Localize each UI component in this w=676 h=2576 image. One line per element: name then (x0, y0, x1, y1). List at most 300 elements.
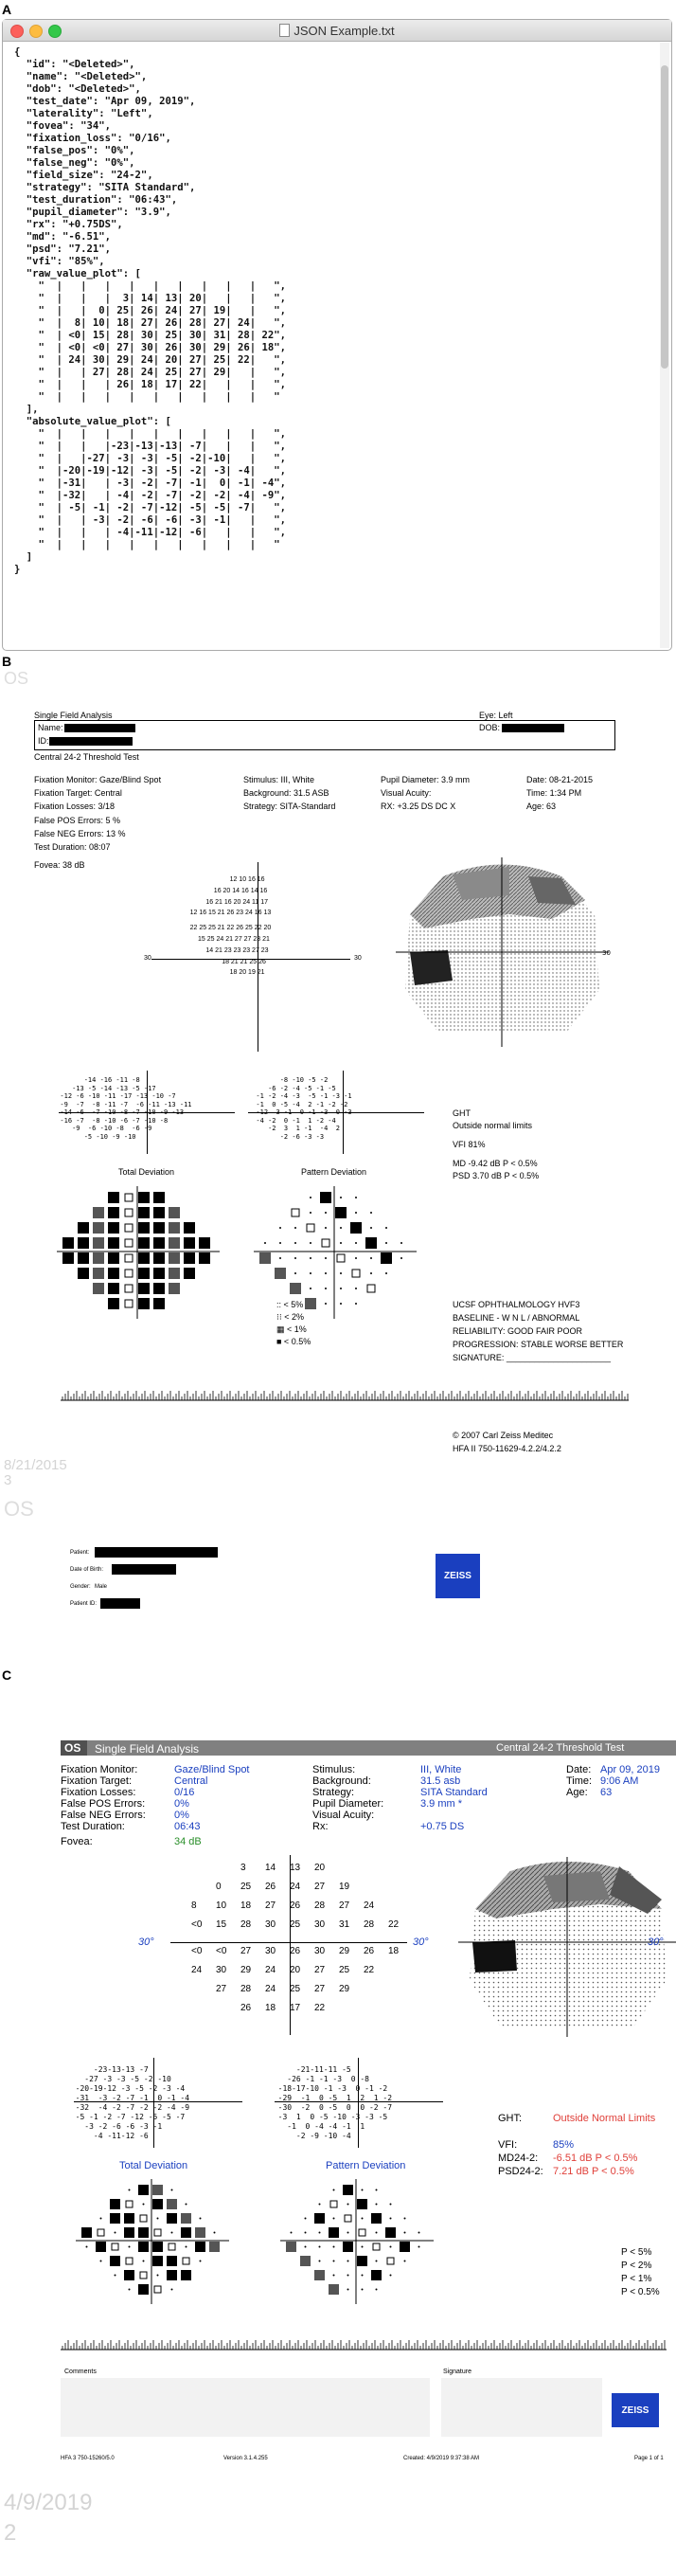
threshold-value: <0 (191, 1946, 203, 1956)
json-line: " | 8| 10| 18| 27| 26| 28| 27| 24| ", (14, 317, 287, 329)
prob-symbol-normal (390, 2275, 392, 2277)
c-header-os: OS (64, 1741, 81, 1755)
b-fixation-target: Fixation Target: Central (34, 788, 122, 798)
progression-line: SIGNATURE: ______________________ (453, 1353, 611, 1362)
prob-symbol-p05 (138, 1237, 150, 1249)
c-header-test: Central 24-2 Threshold Test (496, 1742, 625, 1754)
prob-symbol-normal (347, 2232, 349, 2234)
threshold-value: 25 (339, 1965, 350, 1975)
c-info-label: Pupil Diameter: (312, 1798, 384, 1810)
c-info-value: 34 dB (174, 1836, 202, 1847)
prob-symbol-normal (294, 1242, 296, 1244)
prob-symbol-p05 (153, 1298, 165, 1309)
c-info-label: Background: (312, 1775, 371, 1787)
deviation-row: -4 -11-12 -6 (66, 2132, 149, 2140)
prob-symbol-normal (100, 2261, 102, 2262)
c-signature-box[interactable] (441, 2378, 602, 2437)
threshold-row: 22 25 25 21 22 26 25 22 20 (189, 925, 272, 932)
progression-line: RELIABILITY: GOOD FAIR POOR (453, 1326, 583, 1336)
prob-symbol-p05 (329, 2227, 339, 2238)
prob-symbol-normal (325, 1272, 327, 1274)
prob-symbol-normal (319, 2232, 321, 2234)
prob-symbol-normal (279, 1257, 281, 1259)
prob-symbol-p05 (371, 2270, 382, 2280)
b-report-title: Single Field Analysis (34, 711, 113, 720)
threshold-value: 26 (364, 1946, 375, 1956)
prob-symbol-normal (86, 2246, 88, 2248)
prob-symbol-p05 (153, 1252, 165, 1264)
b-td-probability-plot (57, 1186, 246, 1328)
panel-c-corner-label: OS (4, 1497, 34, 1521)
threshold-value: 25 (290, 1919, 301, 1930)
c-threshold-x-axis (170, 1942, 407, 1943)
threshold-value: 29 (339, 1946, 350, 1956)
prob-symbol-p2 (169, 2243, 175, 2250)
prob-symbol-normal (319, 2246, 321, 2248)
deviation-row: -30 -2 0 -5 0 0 -2 -7 (269, 2103, 393, 2112)
prob-symbol-normal (340, 1272, 342, 1274)
prob-symbol-p05 (343, 2185, 353, 2195)
c-info-label: Stimulus: (312, 1764, 356, 1775)
c-gender-value: Male (95, 1584, 108, 1590)
window-title-text: JSON Example.txt (294, 24, 395, 38)
deviation-row: -4 -2 0 -1 1 -2 -4 (248, 1116, 336, 1125)
prob-symbol-p05 (108, 1222, 119, 1234)
prob-symbol-p05 (184, 1237, 195, 1249)
deviation-row: -16 -7 -8 -10 -6 -7 -10 -8 (52, 1116, 169, 1125)
json-line: " | | | -4|-11|-12| -6| | | ", (14, 527, 287, 538)
c-pd-title: Pattern Deviation (326, 2160, 406, 2171)
prob-symbol-p1 (152, 2185, 163, 2195)
zeiss-logo-text: ZEISS (444, 1571, 471, 1581)
json-line: " | | 27| 28| 24| 25| 27| 29| | ", (14, 367, 287, 378)
b-axis-label-30: 30 (354, 955, 362, 962)
threshold-row: 16 21 16 20 24 11 17 (205, 898, 269, 906)
json-line: "false_neg": "0%", (14, 157, 135, 169)
prob-symbol-p1 (195, 2227, 205, 2238)
prob-symbol-normal (214, 2232, 216, 2234)
json-line: " | | | | | | | | | ", (14, 280, 287, 292)
c-info-label: Fixation Losses: (61, 1787, 136, 1798)
panel-label-c: C (2, 1667, 12, 1683)
window-title (3, 24, 671, 38)
c-info-value: Gaze/Blind Spot (174, 1764, 250, 1775)
threshold-value: 20 (290, 1965, 301, 1975)
json-line: " | | | | | | | | | " (14, 539, 280, 550)
threshold-value: 18 (265, 2003, 276, 2013)
c-info-label: Visual Acuity: (312, 1810, 375, 1821)
json-line: } (14, 564, 21, 575)
panel-label-b: B (2, 654, 12, 669)
json-line: "field_size": "24-2", (14, 170, 153, 181)
prob-symbol-normal (385, 1242, 387, 1244)
b-vfi: VFI 81% (453, 1140, 486, 1149)
threshold-value: 0 (216, 1882, 222, 1892)
prob-symbol-normal (294, 1227, 296, 1229)
prob-symbol-normal (418, 2246, 420, 2248)
prob-symbol-normal (310, 1272, 311, 1274)
deviation-row: -9 -6 -10 -8 -6 -9 (52, 1125, 152, 1132)
prob-symbol-normal (319, 2261, 321, 2262)
threshold-value: 30 (265, 1919, 276, 1930)
c-gaze-tracking-strip (61, 2336, 676, 2355)
json-line: " |-20|-19|-12| -3| -5| -2| -3| -4| ", (14, 465, 287, 477)
prob-symbol-p2 (125, 1194, 133, 1201)
deviation-row: -8 -10 -5 -2 (248, 1076, 329, 1084)
prob-symbol-normal (129, 2289, 131, 2291)
prob-symbol-p05 (108, 1207, 119, 1218)
json-line: " | | -3| -2| -6| -6| -3| -1| | ", (14, 514, 287, 526)
prob-symbol-p1 (300, 2256, 311, 2266)
prob-symbol-p05 (138, 2185, 149, 2195)
deviation-row: -14 -6 -7 -10 -8 -7 -10 -9 -13 (52, 1108, 185, 1116)
prob-symbol-normal (143, 2204, 145, 2206)
prob-symbol-p2 (330, 2201, 337, 2207)
deviation-row: -1 0 -5 -4 2 -1 -2 -2 (248, 1100, 348, 1108)
c-pd-probability-plot (280, 2179, 470, 2312)
prob-symbol-normal (310, 1212, 311, 1214)
threshold-row: 12 16 15 21 26 23 24 16 13 (189, 910, 272, 917)
c-info-value: 0% (174, 1798, 189, 1810)
prob-symbol-normal (143, 2261, 145, 2262)
prob-symbol-normal (355, 1288, 357, 1289)
json-line: "test_duration": "06:43", (14, 194, 178, 206)
threshold-value: 14 (265, 1863, 276, 1873)
c-total-deviation-values (66, 2065, 189, 2141)
prob-symbol-p1 (169, 1268, 180, 1279)
c-info-label: Fixation Target: (61, 1775, 133, 1787)
prob-symbol-p05 (184, 1222, 195, 1234)
prob-symbol-p05 (138, 2227, 149, 2238)
zeiss-logo-text: ZEISS (621, 2405, 649, 2416)
deviation-row: -26 -1 -1 -3 0 -8 (269, 2075, 369, 2083)
prob-symbol-normal (385, 1227, 387, 1229)
prob-symbol-p05 (124, 2270, 134, 2280)
prob-symbol-p05 (138, 1222, 150, 1234)
prob-symbol-normal (171, 2189, 173, 2191)
prob-symbol-p05 (138, 2284, 149, 2295)
threshold-row: 15 25 24 21 27 27 23 21 (198, 936, 270, 943)
c-info-value: 3.9 mm * (420, 1798, 463, 1810)
threshold-value: 30 (216, 1965, 227, 1975)
legend-entry: P < 5% (621, 2247, 652, 2258)
b-pattern-deviation-values (248, 1076, 352, 1141)
prob-symbol-p05 (62, 1252, 74, 1264)
json-line: " | | | | | | | | | " (14, 391, 280, 403)
prob-symbol-normal (100, 2218, 102, 2220)
c-info-value: 63 (600, 1787, 613, 1798)
prob-symbol-p05 (62, 1237, 74, 1249)
panel-b-corner-label: OS (4, 669, 29, 688)
prob-symbol-p05 (153, 1192, 165, 1203)
prob-symbol-p05 (138, 1283, 150, 1294)
b-ght-label: GHT (453, 1108, 471, 1118)
prob-symbol-p2 (154, 2229, 161, 2236)
prob-symbol-p05 (320, 1192, 331, 1203)
prob-symbol-p2 (125, 1270, 133, 1277)
prob-symbol-p05 (81, 2227, 92, 2238)
prob-symbol-normal (325, 1212, 327, 1214)
prob-symbol-p1 (305, 1298, 316, 1309)
prob-symbol-p05 (153, 1237, 165, 1249)
threshold-value: 28 (240, 1919, 252, 1930)
prob-symbol-p2 (126, 2258, 133, 2264)
prob-symbol-p2 (98, 2229, 104, 2236)
threshold-value: 24 (290, 1882, 301, 1892)
prob-symbol-p2 (322, 1239, 329, 1247)
prob-symbol-normal (347, 2275, 349, 2277)
prob-symbol-p2 (292, 1209, 299, 1216)
scrollbar-thumb[interactable] (661, 65, 668, 369)
prob-symbol-p05 (110, 2199, 120, 2209)
prob-symbol-p1 (93, 1222, 104, 1234)
threshold-value: 27 (265, 1900, 276, 1911)
prob-symbol-p05 (184, 1252, 195, 1264)
threshold-value: 24 (191, 1965, 203, 1975)
json-text-content[interactable] (14, 46, 286, 576)
prob-symbol-normal (347, 2261, 349, 2262)
json-line: "absolute_value_plot": [ (14, 416, 171, 427)
threshold-value: 24 (265, 1965, 276, 1975)
b-pupil: Pupil Diameter: 3.9 mm (381, 775, 471, 784)
json-line: "rx": "+0.75DS", (14, 219, 123, 230)
c-info-value: 0% (174, 1810, 189, 1821)
deviation-row: -9 -7 -8 -11 -7 -6 -11 -13 -11 (52, 1100, 192, 1108)
prob-symbol-normal (355, 1303, 357, 1305)
threshold-value: 24 (364, 1900, 375, 1911)
b-time: Time: 1:34 PM (526, 788, 582, 798)
prob-symbol-p1 (169, 1207, 180, 1218)
b-dob-label: DOB: (479, 723, 501, 732)
c-info-value: 9:06 AM (600, 1775, 639, 1787)
c-psd-label: PSD24-2: (498, 2166, 543, 2177)
c-info-label: Fovea: (61, 1836, 93, 1847)
c-td-title: Total Deviation (119, 2160, 188, 2171)
threshold-value: 30 (314, 1946, 326, 1956)
json-line: "fixation_loss": "0/16", (14, 133, 171, 144)
prob-symbol-normal (376, 2289, 378, 2291)
threshold-value: 22 (388, 1919, 400, 1930)
threshold-value: 26 (240, 2003, 252, 2013)
json-line: " | <0| 15| 28| 30| 25| 30| 31| 28| 22", (14, 330, 287, 341)
json-line: "test_date": "Apr 09, 2019", (14, 96, 196, 107)
prob-symbol-p1 (209, 2242, 220, 2252)
threshold-value: 13 (290, 1863, 301, 1873)
prob-symbol-normal (129, 2189, 131, 2191)
prob-symbol-p05 (108, 1252, 119, 1264)
prob-symbol-normal (200, 2218, 202, 2220)
json-line: { (14, 46, 21, 58)
c-header-title: Single Field Analysis (95, 1742, 200, 1756)
deviation-row: -32 -4 -2 -7 -2 -2 -4 -9 (66, 2103, 190, 2112)
prob-symbol-p1 (286, 2242, 296, 2252)
prob-symbol-normal (310, 1288, 311, 1289)
prob-symbol-p05 (199, 1252, 210, 1264)
b-false-pos: False POS Errors: 5 % (34, 816, 121, 825)
prob-symbol-normal (370, 1212, 372, 1214)
prob-symbol-normal (333, 2189, 335, 2191)
c-info-label: False POS Errors: (61, 1798, 146, 1810)
prob-symbol-p2 (337, 1254, 345, 1262)
threshold-value: 27 (314, 1882, 326, 1892)
threshold-value: 19 (339, 1882, 350, 1892)
prob-symbol-p1 (259, 1252, 271, 1264)
threshold-value: 3 (240, 1863, 246, 1873)
prob-symbol-p1 (93, 1207, 104, 1218)
prob-symbol-p2 (140, 2272, 147, 2279)
b-total-deviation-values (52, 1076, 192, 1141)
json-line: "id": "<Deleted>", (14, 59, 135, 70)
prob-symbol-normal (340, 1197, 342, 1198)
deviation-row: -12 3 -1 0 -1 -3 0 -3 (248, 1108, 352, 1116)
c-vfi-label: VFI: (498, 2139, 518, 2151)
c-axis-label-left: 30° (138, 1937, 154, 1948)
prob-symbol-normal (418, 2232, 420, 2234)
prob-symbol-normal (325, 1303, 327, 1305)
prob-symbol-p05 (350, 1222, 362, 1234)
prob-symbol-p05 (124, 2213, 134, 2224)
threshold-value: 27 (339, 1900, 350, 1911)
c-gender-label: Gender: (70, 1584, 91, 1590)
c-pattern-deviation-values (269, 2065, 392, 2141)
legend-entry: ▦ < 1% (276, 1324, 307, 1334)
prob-symbol-normal (325, 1257, 327, 1259)
c-info-label: Time: (566, 1775, 593, 1787)
prob-symbol-p2 (125, 1285, 133, 1292)
b-fixation-monitor: Fixation Monitor: Gaze/Blind Spot (34, 775, 162, 784)
legend-entry: :: < 5% (276, 1300, 304, 1309)
c-grayscale-map (458, 1857, 676, 2037)
json-line: ] (14, 551, 33, 563)
json-line: " | | | | | | | | | ", (14, 428, 287, 440)
json-line: " | <0| <0| 27| 30| 26| 30| 29| 26| 18", (14, 342, 287, 353)
prob-symbol-normal (325, 1288, 327, 1289)
c-footer-version: Version 3.1.4.255 (223, 2456, 268, 2461)
prob-symbol-p1 (93, 1283, 104, 1294)
redaction-bar (502, 724, 564, 732)
c-info-value: 31.5 asb (420, 1775, 461, 1787)
json-line: " | | | 26| 18| 17| 22| | | ", (14, 379, 287, 390)
prob-symbol-p05 (357, 2199, 367, 2209)
c-dob-label: Date of Birth: (70, 1567, 104, 1573)
threshold-value: 20 (314, 1863, 326, 1873)
json-line: "raw_value_plot": [ (14, 268, 141, 279)
b-eye: Eye: Left (479, 711, 513, 720)
deviation-row: -31 -3 -2 -7 -1 0 -1 -4 (66, 2094, 190, 2102)
c-info-label: Strategy: (312, 1787, 355, 1798)
prob-symbol-normal (400, 1257, 402, 1259)
deviation-row: -21-11-11 -5 (269, 2065, 351, 2074)
prob-symbol-normal (355, 1212, 357, 1214)
c-info-value: Apr 09, 2019 (600, 1764, 660, 1775)
threshold-value: 24 (265, 1984, 276, 1994)
prob-symbol-p05 (152, 2242, 163, 2252)
prob-symbol-p05 (108, 1298, 119, 1309)
prob-symbol-p05 (153, 1268, 165, 1279)
prob-symbol-p1 (169, 1283, 180, 1294)
legend-entry: P < 1% (621, 2274, 652, 2284)
deviation-row: -5 -10 -9 -10 (52, 1132, 136, 1141)
c-footer-device: HFA 3 750-15260/5.0 (61, 2456, 115, 2461)
b-test-duration: Test Duration: 08:07 (34, 842, 111, 852)
json-line: ], (14, 404, 39, 415)
legend-entry: P < 2% (621, 2261, 652, 2271)
prob-symbol-p2 (126, 2201, 133, 2207)
threshold-value: 31 (339, 1919, 350, 1930)
zeiss-logo-top (436, 1554, 480, 1598)
c-patient-id-label: Patient ID: (70, 1601, 98, 1607)
prob-symbol-normal (370, 1257, 372, 1259)
prob-symbol-normal (310, 1242, 311, 1244)
prob-symbol-p05 (138, 2242, 149, 2252)
c-comments-box[interactable] (61, 2378, 430, 2437)
prob-symbol-normal (376, 2204, 378, 2206)
prob-symbol-normal (376, 2232, 378, 2234)
threshold-value: 18 (240, 1900, 252, 1911)
prob-symbol-p1 (93, 1237, 104, 1249)
b-md: MD -9.42 dB P < 0.5% (453, 1159, 538, 1168)
prob-symbol-p05 (78, 1222, 89, 1234)
prob-symbol-p1 (169, 1222, 180, 1234)
prob-symbol-normal (305, 2218, 307, 2220)
prob-symbol-p2 (140, 2215, 147, 2222)
prob-symbol-normal (362, 2246, 364, 2248)
prob-symbol-normal (294, 1272, 296, 1274)
prob-symbol-normal (370, 1227, 372, 1229)
deviation-row: -3 1 0 -5 -10 -3 -3 -5 (269, 2113, 388, 2121)
b-axis-label-30: 30 (144, 955, 151, 962)
json-line: " | | 0| 25| 26| 24| 27| 19| | ", (14, 305, 287, 316)
prob-symbol-p2 (125, 1300, 133, 1307)
c-handwritten-number: 2 (4, 2520, 17, 2546)
prob-symbol-normal (400, 1242, 402, 1244)
prob-symbol-normal (171, 2232, 173, 2234)
threshold-value: 28 (364, 1919, 375, 1930)
prob-symbol-p1 (290, 1283, 301, 1294)
prob-symbol-p05 (152, 2199, 163, 2209)
threshold-value: 27 (216, 1984, 227, 1994)
prob-symbol-normal (376, 2261, 378, 2262)
threshold-value: 15 (216, 1919, 227, 1930)
prob-symbol-normal (376, 2189, 378, 2191)
prob-symbol-p05 (138, 1268, 150, 1279)
b-ght-value: Outside normal limits (453, 1121, 533, 1130)
prob-symbol-normal (291, 2232, 293, 2234)
json-line: " | |-27| -3| -3| -5| -2|-10| | ", (14, 453, 287, 464)
prob-symbol-normal (310, 1257, 311, 1259)
prob-symbol-p05 (138, 1192, 150, 1203)
b-rx: RX: +3.25 DS DC X (381, 802, 456, 811)
prob-symbol-p05 (343, 2242, 353, 2252)
prob-symbol-p05 (167, 2213, 177, 2224)
prob-symbol-p05 (110, 2256, 120, 2266)
threshold-value: 27 (314, 1965, 326, 1975)
threshold-value: 25 (290, 1984, 301, 1994)
json-line: "laterality": "Left", (14, 108, 153, 119)
b-age: Age: 63 (526, 802, 557, 811)
prob-symbol-normal (115, 2232, 116, 2234)
prob-symbol-p05 (124, 2227, 134, 2238)
b-handwritten-number: 3 (4, 1472, 12, 1488)
prob-symbol-p2 (125, 1254, 133, 1262)
prob-symbol-normal (333, 2246, 335, 2248)
prob-symbol-p05 (400, 2242, 410, 2252)
prob-symbol-normal (340, 1227, 342, 1229)
prob-symbol-normal (200, 2261, 202, 2262)
redaction-bar (100, 1598, 140, 1609)
b-handwritten-date: 8/21/2015 (4, 1457, 67, 1473)
prob-symbol-p05 (110, 2213, 120, 2224)
